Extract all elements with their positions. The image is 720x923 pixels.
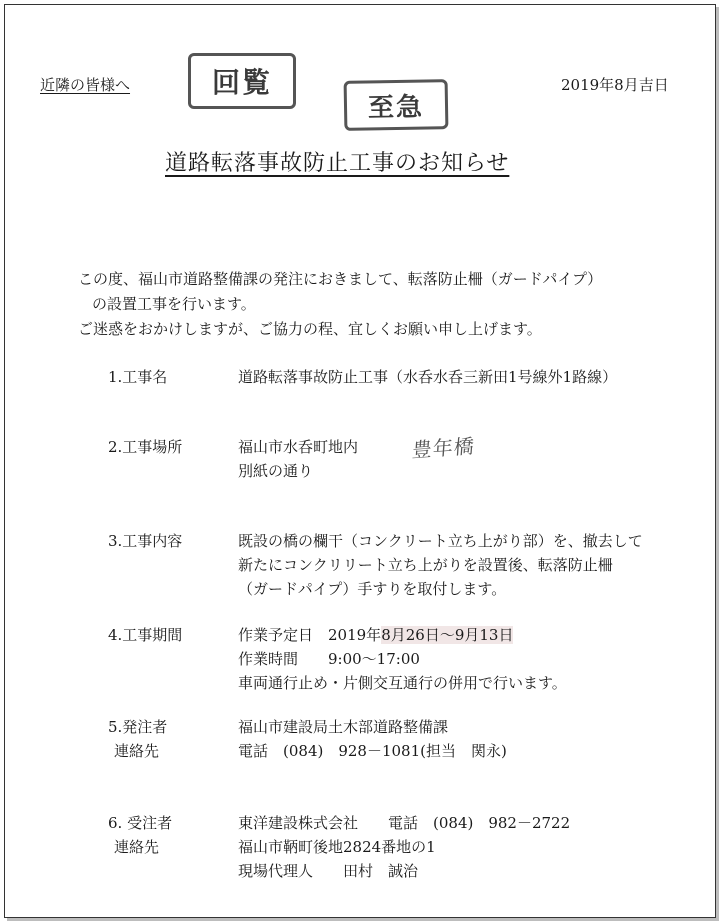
item-place-note: 別紙の通り [238, 462, 314, 480]
intro-line-3: ご迷惑をおかけしますが、ご協力の程、宜しくお願い申し上げます。 [78, 320, 542, 338]
item-name-value: 道路転落事故防止工事（水呑水呑三新田1号線外1路線） [238, 368, 618, 386]
issue-date: 2019年8月吉日 [561, 76, 669, 94]
item-contractor-agent: 現場代理人 田村 誠治 [238, 862, 419, 880]
schedule-prefix: 作業予定日 2019年 [238, 626, 382, 644]
item-client-phone: 電話 (084) 928－1081(担当 関永) [238, 742, 507, 760]
intro-line-1: この度、福山市道路整備課の発注におきまして、転落防止柵（ガードパイプ） [78, 270, 603, 288]
item-place-label: 2.工事場所 [108, 438, 183, 456]
item-content-line-3: （ガードパイプ）手すりを取付します。 [238, 580, 507, 598]
intro-line-2: の設置工事を行います。 [92, 295, 256, 313]
item-period-note: 車両通行止め・片側交互通行の併用で行います。 [238, 674, 567, 692]
item-client-contact-label: 連絡先 [114, 742, 160, 760]
item-content-line-2: 新たにコンクリリート立ち上がりを設置後、転落防止柵 [238, 556, 613, 574]
item-content-line-1: 既設の橋の欄干（コンクリート立ち上がり部）を、撤去して [238, 532, 643, 550]
item-client-label: 5.発注者 [108, 718, 168, 736]
item-period-hours: 作業時間 9:00～17:00 [238, 650, 420, 668]
item-contractor-label: 6. 受注者 [108, 814, 173, 832]
item-client-org: 福山市建設局土木部道路整備課 [238, 718, 449, 736]
item-period-label: 4.工事期間 [108, 626, 183, 644]
handwritten-bridge-name: 豊年橋 [411, 433, 476, 463]
item-contractor-company: 東洋建設株式会社 電話 (084) 982－2722 [238, 814, 571, 832]
item-contractor-address: 福山市鞆町後地2824番地の1 [238, 838, 436, 856]
recipient-line: 近隣の皆様へ [40, 76, 131, 94]
schedule-dates-highlight: 8月26日～9月13日 [381, 626, 514, 644]
page-frame [4, 4, 716, 918]
item-content-label: 3.工事内容 [108, 532, 183, 550]
item-name-label: 1.工事名 [108, 368, 168, 386]
urgent-stamp: 至急 [344, 79, 449, 131]
item-contractor-contact-label: 連絡先 [114, 838, 160, 856]
item-period-schedule [238, 624, 513, 645]
item-place-value: 福山市水呑町地内 [238, 438, 359, 456]
circulate-stamp: 回覧 [188, 53, 296, 109]
notice-title: 道路転落事故防止工事のお知らせ [165, 151, 510, 176]
